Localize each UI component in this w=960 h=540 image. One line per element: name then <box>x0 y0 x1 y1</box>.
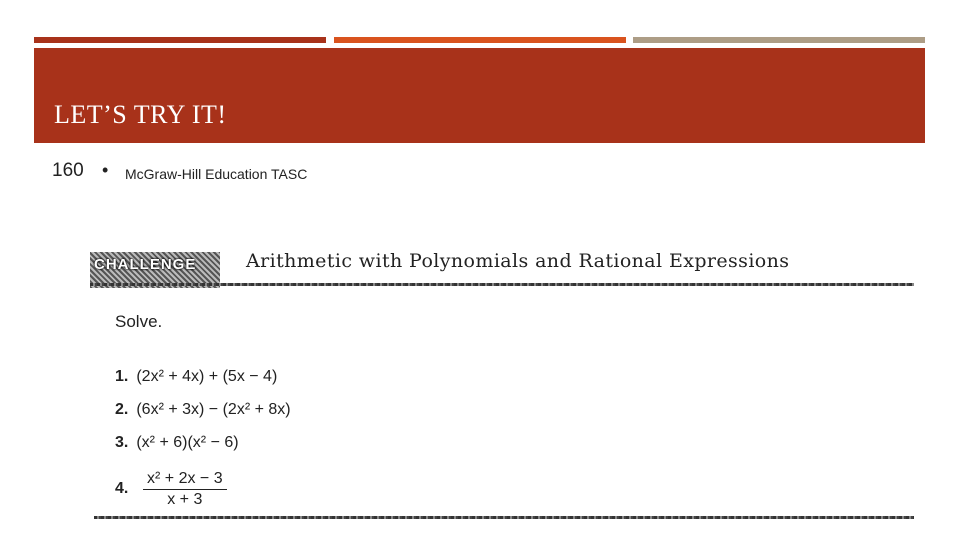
problem-number: 2. <box>115 401 129 418</box>
title-band <box>34 48 925 143</box>
accent-bar-orange <box>334 37 626 43</box>
slide-title: LET’S TRY IT! <box>54 100 227 129</box>
page-number: 160 <box>52 160 84 181</box>
problem-expression: (6x² + 3x) − (2x² + 8x) <box>136 401 291 418</box>
problem-3 <box>115 434 239 452</box>
fraction <box>143 470 227 509</box>
problem-number: 3. <box>115 434 129 451</box>
challenge-label-text: CHALLENGE <box>94 256 197 273</box>
section-rule-top <box>90 283 914 286</box>
header-bullet: • <box>102 160 109 180</box>
accent-bar-dark <box>34 37 326 43</box>
accent-bar-tan <box>633 37 925 43</box>
problem-1 <box>115 368 277 386</box>
instruction-text: Solve. <box>115 312 163 331</box>
problem-expression: (2x² + 4x) + (5x − 4) <box>136 368 278 385</box>
fraction-denominator: x + 3 <box>167 491 203 508</box>
problem-number: 1. <box>115 368 129 385</box>
problem-number: 4. <box>115 480 129 497</box>
fraction-bar <box>143 489 227 490</box>
problem-2 <box>115 401 291 419</box>
fraction-numerator: x² + 2x − 3 <box>147 470 223 487</box>
problem-expression: (x² + 6)(x² − 6) <box>136 434 239 451</box>
section-rule-bottom <box>94 516 914 519</box>
publisher-name: McGraw-Hill Education TASC <box>125 166 308 182</box>
section-title: Arithmetic with Polynomials and Rational Expressions <box>246 250 790 272</box>
